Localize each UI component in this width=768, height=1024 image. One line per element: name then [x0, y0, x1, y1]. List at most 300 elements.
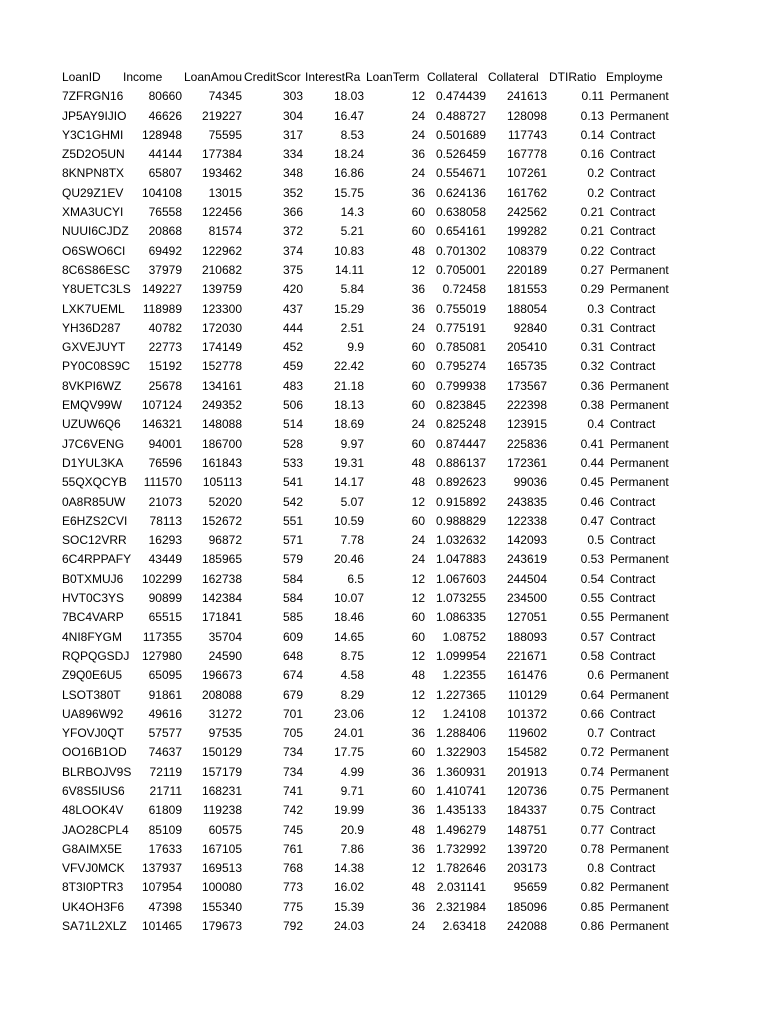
dtiratio-cell[interactable]: 0.46 — [580, 494, 604, 509]
collateral-value-cell[interactable]: 142093 — [506, 533, 547, 548]
collateral-value-cell[interactable]: 110129 — [507, 687, 547, 702]
employment-cell[interactable]: Contract — [610, 320, 656, 335]
creditscore-cell[interactable]: 571 — [282, 533, 303, 548]
column-header-dtiratio[interactable]: DTIRatio — [549, 70, 597, 84]
loanid-cell[interactable]: 55QXQCYB — [62, 475, 127, 490]
interestrate-cell[interactable]: 7.86 — [340, 841, 364, 856]
income-cell[interactable]: 47398 — [148, 899, 182, 914]
interestrate-cell[interactable]: 9.97 — [340, 436, 364, 451]
collateral-value-cell[interactable]: 117743 — [507, 127, 547, 142]
loanid-cell[interactable]: UA896W92 — [62, 706, 124, 721]
interestrate-cell[interactable]: 5.84 — [340, 282, 364, 297]
interestrate-cell[interactable]: 19.99 — [333, 803, 364, 818]
income-cell[interactable]: 85109 — [148, 822, 182, 837]
loanamount-cell[interactable]: 185965 — [201, 552, 242, 567]
loanamount-cell[interactable]: 172030 — [201, 320, 242, 335]
loanamount-cell[interactable]: 60575 — [208, 822, 242, 837]
dtiratio-cell[interactable]: 0.21 — [580, 224, 604, 239]
creditscore-cell[interactable]: 551 — [282, 513, 303, 528]
creditscore-cell[interactable]: 348 — [282, 166, 303, 181]
collateral-ratio-cell[interactable]: 1.24108 — [442, 706, 486, 721]
column-header-loanamount[interactable]: LoanAmou — [184, 70, 243, 84]
loanamount-cell[interactable]: 162738 — [201, 571, 242, 586]
loanterm-cell[interactable]: 36 — [411, 803, 425, 818]
loanamount-cell[interactable]: 249352 — [201, 398, 242, 413]
employment-cell[interactable]: Permanent — [610, 262, 669, 277]
income-cell[interactable]: 65515 — [148, 610, 182, 625]
loanid-cell[interactable]: 6C4RPPAFY — [62, 552, 132, 567]
creditscore-cell[interactable]: 775 — [282, 899, 303, 914]
loanterm-cell[interactable]: 12 — [411, 591, 425, 606]
employment-cell[interactable]: Permanent — [610, 783, 669, 798]
employment-cell[interactable]: Permanent — [610, 436, 669, 451]
interestrate-cell[interactable]: 5.07 — [340, 494, 364, 509]
dtiratio-cell[interactable]: 0.21 — [580, 205, 604, 220]
interestrate-cell[interactable]: 18.46 — [333, 610, 364, 625]
loanid-cell[interactable]: Z5D2O5UN — [62, 147, 125, 162]
loanamount-cell[interactable]: 208088 — [201, 687, 242, 702]
creditscore-cell[interactable]: 459 — [282, 359, 303, 374]
creditscore-cell[interactable]: 792 — [282, 919, 303, 934]
loanamount-cell[interactable]: 150129 — [201, 745, 242, 760]
loanid-cell[interactable]: 0A8R85UW — [62, 494, 126, 509]
collateral-value-cell[interactable]: 241613 — [506, 89, 547, 104]
loanid-cell[interactable]: 7ZFRGN16 — [62, 89, 124, 104]
collateral-value-cell[interactable]: 203173 — [506, 861, 547, 876]
loanterm-cell[interactable]: 48 — [411, 475, 425, 490]
interestrate-cell[interactable]: 10.83 — [333, 243, 364, 258]
loanterm-cell[interactable]: 36 — [411, 841, 425, 856]
column-header-employment[interactable]: Employme — [606, 70, 663, 84]
collateral-value-cell[interactable]: 119602 — [507, 726, 547, 741]
income-cell[interactable]: 20868 — [148, 224, 182, 239]
income-cell[interactable]: 90899 — [148, 591, 182, 606]
income-cell[interactable]: 101465 — [141, 919, 182, 934]
creditscore-cell[interactable]: 542 — [282, 494, 303, 509]
creditscore-cell[interactable]: 304 — [282, 108, 303, 123]
loanamount-cell[interactable]: 139759 — [201, 282, 242, 297]
income-cell[interactable]: 61809 — [148, 803, 182, 818]
loanterm-cell[interactable]: 36 — [411, 147, 425, 162]
loanamount-cell[interactable]: 219227 — [201, 108, 242, 123]
income-cell[interactable]: 49616 — [148, 706, 182, 721]
employment-cell[interactable]: Contract — [610, 205, 656, 220]
loanid-cell[interactable]: OO16B1OD — [62, 745, 127, 760]
income-cell[interactable]: 17633 — [148, 841, 182, 856]
column-header-income[interactable]: Income — [123, 70, 163, 84]
loanid-cell[interactable]: O6SWO6CI — [62, 243, 126, 258]
loanamount-cell[interactable]: 161843 — [201, 455, 242, 470]
collateral-ratio-cell[interactable]: 1.435133 — [435, 803, 486, 818]
loanid-cell[interactable]: BLRBOJV9S — [62, 764, 132, 779]
creditscore-cell[interactable]: 452 — [282, 340, 303, 355]
loanterm-cell[interactable]: 24 — [411, 320, 425, 335]
collateral-ratio-cell[interactable]: 0.526459 — [435, 147, 486, 162]
interestrate-cell[interactable]: 9.9 — [347, 340, 364, 355]
employment-cell[interactable]: Contract — [610, 243, 656, 258]
interestrate-cell[interactable]: 14.3 — [340, 205, 364, 220]
collateral-ratio-cell[interactable]: 0.488727 — [435, 108, 486, 123]
creditscore-cell[interactable]: 372 — [282, 224, 303, 239]
loanid-cell[interactable]: NUUI6CJDZ — [62, 224, 129, 239]
collateral-ratio-cell[interactable]: 1.496279 — [435, 822, 486, 837]
creditscore-cell[interactable]: 585 — [282, 610, 303, 625]
collateral-ratio-cell[interactable]: 0.701302 — [435, 243, 486, 258]
loanid-cell[interactable]: D1YUL3KA — [62, 455, 124, 470]
collateral-value-cell[interactable]: 120736 — [506, 783, 547, 798]
collateral-value-cell[interactable]: 128098 — [506, 108, 547, 123]
employment-cell[interactable]: Contract — [610, 340, 656, 355]
loanid-cell[interactable]: UZUW6Q6 — [62, 417, 121, 432]
loanid-cell[interactable]: YFOVJ0QT — [62, 726, 125, 741]
loanterm-cell[interactable]: 60 — [411, 436, 425, 451]
loanterm-cell[interactable]: 48 — [411, 243, 425, 258]
dtiratio-cell[interactable]: 0.5 — [587, 533, 604, 548]
loanid-cell[interactable]: QU29Z1EV — [62, 185, 124, 200]
loanamount-cell[interactable]: 52020 — [208, 494, 242, 509]
loanterm-cell[interactable]: 12 — [411, 571, 425, 586]
income-cell[interactable]: 78113 — [149, 513, 182, 528]
loanid-cell[interactable]: YH36D287 — [62, 320, 121, 335]
dtiratio-cell[interactable]: 0.82 — [580, 880, 604, 895]
loanterm-cell[interactable]: 60 — [411, 359, 425, 374]
employment-cell[interactable]: Contract — [610, 301, 656, 316]
collateral-ratio-cell[interactable]: 0.755019 — [435, 301, 486, 316]
employment-cell[interactable]: Permanent — [610, 764, 669, 779]
interestrate-cell[interactable]: 14.11 — [334, 262, 364, 277]
collateral-value-cell[interactable]: 243619 — [506, 552, 547, 567]
employment-cell[interactable]: Permanent — [610, 378, 669, 393]
collateral-value-cell[interactable]: 242088 — [506, 919, 547, 934]
collateral-value-cell[interactable]: 161476 — [506, 668, 547, 683]
dtiratio-cell[interactable]: 0.8 — [587, 861, 604, 876]
creditscore-cell[interactable]: 705 — [282, 726, 303, 741]
dtiratio-cell[interactable]: 0.36 — [580, 378, 604, 393]
collateral-value-cell[interactable]: 222398 — [506, 398, 547, 413]
dtiratio-cell[interactable]: 0.78 — [580, 841, 604, 856]
creditscore-cell[interactable]: 506 — [282, 398, 303, 413]
creditscore-cell[interactable]: 674 — [282, 668, 303, 683]
income-cell[interactable]: 74637 — [148, 745, 182, 760]
collateral-value-cell[interactable]: 188093 — [506, 629, 547, 644]
income-cell[interactable]: 37979 — [148, 262, 182, 277]
employment-cell[interactable]: Contract — [610, 571, 656, 586]
collateral-value-cell[interactable]: 95659 — [513, 880, 547, 895]
employment-cell[interactable]: Permanent — [610, 455, 669, 470]
collateral-ratio-cell[interactable]: 0.886137 — [435, 455, 486, 470]
loanamount-cell[interactable]: 169513 — [201, 861, 242, 876]
employment-cell[interactable]: Contract — [610, 591, 656, 606]
interestrate-cell[interactable]: 17.75 — [333, 745, 364, 760]
loanterm-cell[interactable]: 24 — [411, 919, 425, 934]
dtiratio-cell[interactable]: 0.44 — [580, 455, 604, 470]
employment-cell[interactable]: Contract — [610, 494, 656, 509]
employment-cell[interactable]: Permanent — [610, 687, 669, 702]
loanid-cell[interactable]: SA71L2XLZ — [62, 919, 127, 934]
income-cell[interactable]: 76596 — [148, 455, 182, 470]
collateral-value-cell[interactable]: 181553 — [506, 282, 547, 297]
loanterm-cell[interactable]: 60 — [411, 378, 425, 393]
creditscore-cell[interactable]: 584 — [282, 571, 303, 586]
collateral-value-cell[interactable]: 165735 — [506, 359, 547, 374]
interestrate-cell[interactable]: 14.17 — [333, 475, 364, 490]
creditscore-cell[interactable]: 374 — [282, 243, 303, 258]
collateral-ratio-cell[interactable]: 1.732992 — [435, 841, 486, 856]
dtiratio-cell[interactable]: 0.54 — [580, 571, 604, 586]
collateral-value-cell[interactable]: 201913 — [506, 764, 547, 779]
loanamount-cell[interactable]: 168231 — [201, 783, 242, 798]
dtiratio-cell[interactable]: 0.2 — [587, 185, 604, 200]
loanterm-cell[interactable]: 24 — [411, 417, 425, 432]
employment-cell[interactable]: Contract — [610, 417, 656, 432]
loanamount-cell[interactable]: 152672 — [201, 513, 242, 528]
collateral-ratio-cell[interactable]: 1.073255 — [435, 591, 486, 606]
loanamount-cell[interactable]: 148088 — [201, 417, 242, 432]
employment-cell[interactable]: Permanent — [610, 89, 669, 104]
employment-cell[interactable]: Contract — [610, 185, 656, 200]
dtiratio-cell[interactable]: 0.58 — [580, 648, 604, 663]
interestrate-cell[interactable]: 14.38 — [333, 861, 364, 876]
loanid-cell[interactable]: XMA3UCYI — [62, 205, 124, 220]
employment-cell[interactable]: Permanent — [610, 552, 669, 567]
loanterm-cell[interactable]: 12 — [411, 648, 425, 663]
dtiratio-cell[interactable]: 0.75 — [580, 803, 604, 818]
dtiratio-cell[interactable]: 0.86 — [580, 919, 604, 934]
dtiratio-cell[interactable]: 0.4 — [587, 417, 604, 432]
column-header-collateral-ratio[interactable]: Collateral — [427, 70, 478, 84]
collateral-value-cell[interactable]: 244504 — [506, 571, 547, 586]
column-header-creditscore[interactable]: CreditScor — [244, 70, 301, 84]
loanid-cell[interactable]: J7C6VENG — [62, 436, 125, 451]
creditscore-cell[interactable]: 541 — [282, 475, 303, 490]
interestrate-cell[interactable]: 16.86 — [333, 166, 364, 181]
income-cell[interactable]: 43449 — [148, 552, 182, 567]
loanid-cell[interactable]: 4NI8FYGM — [62, 629, 123, 644]
loanid-cell[interactable]: 7BC4VARP — [62, 610, 124, 625]
collateral-ratio-cell[interactable]: 1.322903 — [435, 745, 486, 760]
dtiratio-cell[interactable]: 0.47 — [580, 513, 604, 528]
interestrate-cell[interactable]: 23.06 — [333, 706, 364, 721]
employment-cell[interactable]: Permanent — [610, 899, 669, 914]
loanterm-cell[interactable]: 48 — [411, 880, 425, 895]
employment-cell[interactable]: Permanent — [610, 282, 669, 297]
dtiratio-cell[interactable]: 0.74 — [580, 764, 604, 779]
dtiratio-cell[interactable]: 0.45 — [580, 475, 604, 490]
loanterm-cell[interactable]: 36 — [411, 899, 425, 914]
interestrate-cell[interactable]: 19.31 — [333, 455, 364, 470]
income-cell[interactable]: 57577 — [148, 726, 182, 741]
collateral-value-cell[interactable]: 173567 — [506, 378, 547, 393]
loanid-cell[interactable]: RQPQGSDJ — [62, 648, 130, 663]
employment-cell[interactable]: Contract — [610, 127, 656, 142]
dtiratio-cell[interactable]: 0.31 — [580, 340, 604, 355]
loanid-cell[interactable]: VFVJ0MCK — [62, 861, 125, 876]
loanid-cell[interactable]: Z9Q0E6U5 — [62, 668, 123, 683]
creditscore-cell[interactable]: 701 — [282, 706, 303, 721]
collateral-value-cell[interactable]: 205410 — [506, 340, 547, 355]
column-header-loanterm[interactable]: LoanTerm — [366, 70, 420, 84]
interestrate-cell[interactable]: 7.78 — [340, 533, 364, 548]
interestrate-cell[interactable]: 15.39 — [333, 899, 364, 914]
loanid-cell[interactable]: E6HZS2CVI — [62, 513, 128, 528]
collateral-ratio-cell[interactable]: 0.474439 — [435, 89, 486, 104]
interestrate-cell[interactable]: 9.71 — [340, 783, 364, 798]
income-cell[interactable]: 111570 — [143, 475, 182, 490]
loanamount-cell[interactable]: 97535 — [208, 726, 242, 741]
loanamount-cell[interactable]: 81574 — [208, 224, 242, 239]
loanamount-cell[interactable]: 96872 — [208, 533, 242, 548]
collateral-ratio-cell[interactable]: 0.799938 — [435, 378, 486, 393]
creditscore-cell[interactable]: 420 — [282, 282, 303, 297]
collateral-ratio-cell[interactable]: 1.099954 — [435, 648, 486, 663]
interestrate-cell[interactable]: 8.53 — [340, 127, 364, 142]
collateral-ratio-cell[interactable]: 2.321984 — [435, 899, 486, 914]
employment-cell[interactable]: Contract — [610, 629, 656, 644]
loanterm-cell[interactable]: 60 — [411, 745, 425, 760]
interestrate-cell[interactable]: 18.03 — [333, 89, 364, 104]
column-header-interestrate[interactable]: InterestRa — [305, 70, 361, 84]
collateral-value-cell[interactable]: 123915 — [506, 417, 547, 432]
income-cell[interactable]: 127980 — [141, 648, 182, 663]
dtiratio-cell[interactable]: 0.27 — [580, 262, 604, 277]
collateral-ratio-cell[interactable]: 0.795274 — [435, 359, 486, 374]
employment-cell[interactable]: Contract — [610, 359, 656, 374]
dtiratio-cell[interactable]: 0.13 — [580, 108, 604, 123]
dtiratio-cell[interactable]: 0.72 — [580, 745, 604, 760]
collateral-value-cell[interactable]: 127051 — [506, 610, 547, 625]
income-cell[interactable]: 117355 — [142, 629, 182, 644]
loanamount-cell[interactable]: 157179 — [201, 764, 242, 779]
dtiratio-cell[interactable]: 0.29 — [580, 282, 604, 297]
interestrate-cell[interactable]: 2.51 — [340, 320, 364, 335]
collateral-ratio-cell[interactable]: 2.63418 — [442, 919, 486, 934]
collateral-ratio-cell[interactable]: 0.892623 — [435, 475, 486, 490]
collateral-value-cell[interactable]: 184337 — [506, 803, 547, 818]
loanid-cell[interactable]: 8VKPI6WZ — [62, 378, 122, 393]
interestrate-cell[interactable]: 18.69 — [333, 417, 364, 432]
creditscore-cell[interactable]: 375 — [282, 262, 303, 277]
collateral-value-cell[interactable]: 242562 — [506, 205, 547, 220]
creditscore-cell[interactable]: 528 — [282, 436, 303, 451]
dtiratio-cell[interactable]: 0.7 — [587, 726, 604, 741]
creditscore-cell[interactable]: 609 — [282, 629, 303, 644]
loanterm-cell[interactable]: 12 — [411, 687, 425, 702]
employment-cell[interactable]: Contract — [610, 147, 656, 162]
income-cell[interactable]: 76558 — [148, 205, 182, 220]
collateral-value-cell[interactable]: 234500 — [506, 591, 547, 606]
loanterm-cell[interactable]: 12 — [411, 861, 425, 876]
creditscore-cell[interactable]: 773 — [282, 880, 303, 895]
income-cell[interactable]: 69492 — [148, 243, 182, 258]
interestrate-cell[interactable]: 24.03 — [333, 919, 364, 934]
income-cell[interactable]: 146321 — [141, 417, 182, 432]
creditscore-cell[interactable]: 745 — [282, 822, 303, 837]
income-cell[interactable]: 16293 — [148, 533, 182, 548]
collateral-ratio-cell[interactable]: 0.825248 — [435, 417, 486, 432]
employment-cell[interactable]: Contract — [610, 166, 656, 181]
collateral-ratio-cell[interactable]: 1.288406 — [435, 726, 486, 741]
income-cell[interactable]: 80660 — [148, 89, 182, 104]
loanterm-cell[interactable]: 36 — [411, 301, 425, 316]
creditscore-cell[interactable]: 579 — [282, 552, 303, 567]
loanamount-cell[interactable]: 100080 — [201, 880, 242, 895]
collateral-value-cell[interactable]: 172361 — [506, 455, 547, 470]
creditscore-cell[interactable]: 742 — [282, 803, 303, 818]
loanid-cell[interactable]: B0TXMUJ6 — [62, 571, 124, 586]
loanamount-cell[interactable]: 35704 — [208, 629, 242, 644]
employment-cell[interactable]: Contract — [610, 726, 656, 741]
interestrate-cell[interactable]: 21.18 — [333, 378, 364, 393]
income-cell[interactable]: 118989 — [142, 301, 182, 316]
employment-cell[interactable]: Contract — [610, 822, 656, 837]
interestrate-cell[interactable]: 18.24 — [333, 147, 364, 162]
collateral-value-cell[interactable]: 92840 — [513, 320, 547, 335]
loanid-cell[interactable]: UK4OH3F6 — [62, 899, 125, 914]
dtiratio-cell[interactable]: 0.66 — [580, 706, 604, 721]
dtiratio-cell[interactable]: 0.6 — [587, 668, 604, 683]
loanterm-cell[interactable]: 60 — [411, 398, 425, 413]
dtiratio-cell[interactable]: 0.14 — [580, 127, 604, 142]
loanterm-cell[interactable]: 36 — [411, 726, 425, 741]
loanamount-cell[interactable]: 179673 — [201, 919, 242, 934]
creditscore-cell[interactable]: 317 — [282, 127, 303, 142]
income-cell[interactable]: 137937 — [141, 861, 182, 876]
collateral-ratio-cell[interactable]: 1.067603 — [435, 571, 486, 586]
loanamount-cell[interactable]: 142384 — [201, 591, 242, 606]
collateral-value-cell[interactable]: 225836 — [506, 436, 547, 451]
loanterm-cell[interactable]: 60 — [411, 629, 425, 644]
loanterm-cell[interactable]: 36 — [411, 282, 425, 297]
collateral-value-cell[interactable]: 107261 — [506, 166, 547, 181]
loanamount-cell[interactable]: 24590 — [208, 648, 242, 663]
income-cell[interactable]: 104108 — [141, 185, 182, 200]
loanid-cell[interactable]: 8T3I0PTR3 — [62, 880, 124, 895]
employment-cell[interactable]: Contract — [610, 648, 656, 663]
loanterm-cell[interactable]: 48 — [411, 668, 425, 683]
loanid-cell[interactable]: PY0C08S9C — [62, 359, 131, 374]
interestrate-cell[interactable]: 15.29 — [333, 301, 364, 316]
collateral-value-cell[interactable]: 199282 — [506, 224, 547, 239]
collateral-ratio-cell[interactable]: 1.032632 — [435, 533, 486, 548]
creditscore-cell[interactable]: 366 — [282, 205, 303, 220]
dtiratio-cell[interactable]: 0.64 — [580, 687, 604, 702]
employment-cell[interactable]: Permanent — [610, 668, 669, 683]
income-cell[interactable]: 65807 — [148, 166, 182, 181]
interestrate-cell[interactable]: 20.9 — [340, 822, 364, 837]
creditscore-cell[interactable]: 444 — [282, 320, 303, 335]
creditscore-cell[interactable]: 734 — [282, 745, 303, 760]
employment-cell[interactable]: Permanent — [610, 919, 669, 934]
loanterm-cell[interactable]: 24 — [411, 552, 425, 567]
column-header-loanid[interactable]: LoanID — [62, 70, 101, 84]
creditscore-cell[interactable]: 483 — [282, 378, 303, 393]
income-cell[interactable]: 21073 — [148, 494, 182, 509]
income-cell[interactable]: 21711 — [149, 783, 182, 798]
loanid-cell[interactable]: LXK7UEML — [62, 301, 125, 316]
dtiratio-cell[interactable]: 0.38 — [580, 398, 604, 413]
collateral-value-cell[interactable]: 101372 — [506, 706, 547, 721]
loanamount-cell[interactable]: 171841 — [201, 610, 242, 625]
collateral-value-cell[interactable]: 188054 — [506, 301, 547, 316]
collateral-value-cell[interactable]: 148751 — [506, 822, 547, 837]
collateral-value-cell[interactable]: 154582 — [506, 745, 547, 760]
creditscore-cell[interactable]: 768 — [282, 861, 303, 876]
loanamount-cell[interactable]: 105113 — [202, 475, 242, 490]
dtiratio-cell[interactable]: 0.85 — [580, 899, 604, 914]
collateral-ratio-cell[interactable]: 0.775191 — [435, 320, 486, 335]
income-cell[interactable]: 107124 — [141, 398, 182, 413]
interestrate-cell[interactable]: 24.01 — [333, 726, 364, 741]
